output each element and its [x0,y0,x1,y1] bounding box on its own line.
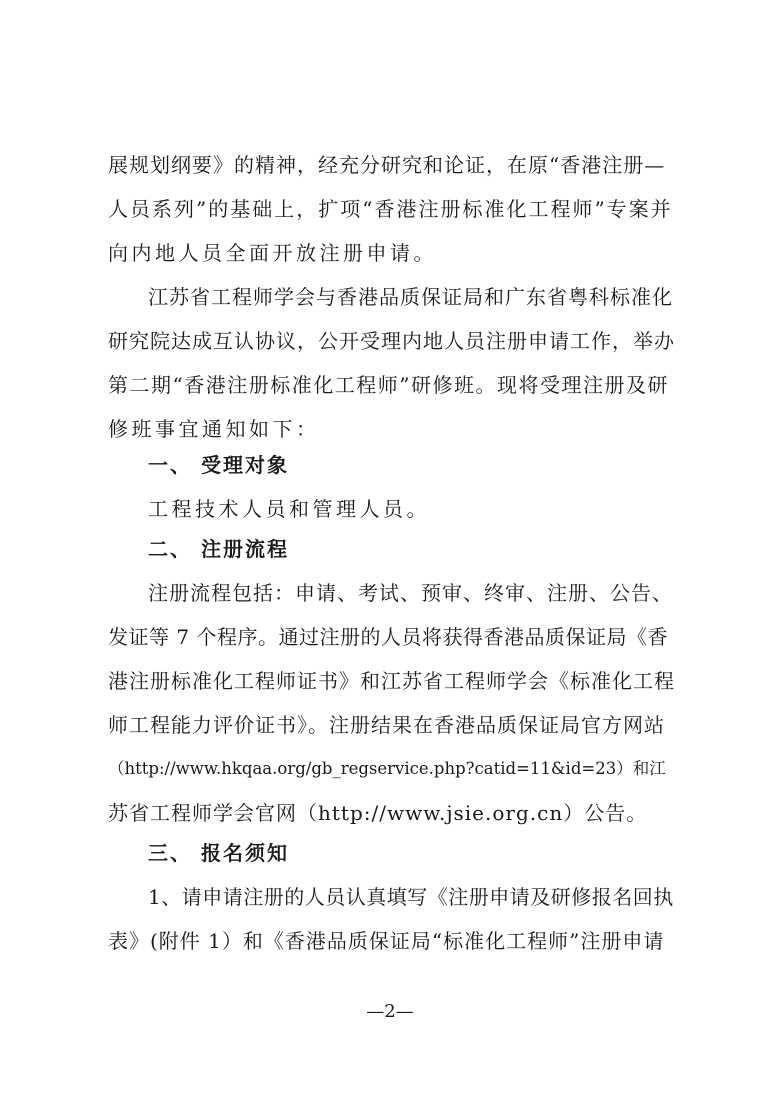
paragraph-line: 展规划纲要》的精神，经充分研究和论证，在原“香港注册— [108,153,666,177]
section-heading-3: 三、 报名须知 [148,841,289,865]
paragraph-line: 修班事宜通知如下： [108,417,320,441]
paragraph-line: 注册流程包括：申请、考试、预审、终审、注册、公告、 [148,581,673,605]
paragraph-line-url: 苏省工程师学会官网（http://www.jsie.org.cn）公告。 [108,801,648,825]
page-number: —2— [366,1001,414,1022]
paragraph-line: 师工程能力评价证书》。注册结果在香港品质保证局官方网站 [108,713,665,737]
paragraph-line: 向内地人员全面开放注册申请。 [108,241,437,265]
paragraph-line: 江苏省工程师学会与香港品质保证局和广东省粤科标准化 [148,285,673,309]
paragraph-line: 港注册标准化工程师证书》和江苏省工程师学会《标准化工程 [108,669,675,693]
paragraph-line: 第二期“香港注册标准化工程师”研修班。现将受理注册及研 [108,373,669,397]
paragraph-line: 工程技术人员和管理人员。 [148,497,430,521]
paragraph-line: 人员系列”的基础上，扩项“香港注册标准化工程师”专案并 [108,197,673,221]
section-heading-2: 二、 注册流程 [148,537,289,561]
section-heading-1: 一、 受理对象 [148,453,289,477]
paragraph-line: 发证等 7 个程序。通过注册的人员将获得香港品质保证局《香 [108,625,668,649]
paragraph-line: 1、请申请注册的人员认真填写《注册申请及研修报名回执 [148,885,674,909]
paragraph-line: 表》(附件 1）和《香港品质保证局“标准化工程师”注册申请 [108,929,665,953]
paragraph-line-url: （http://www.hkqaa.org/gb_regservice.php?catid=11&id=23）和江 [108,759,666,778]
paragraph-line: 研究院达成互认协议，公开受理内地人员注册申请工作，举办 [108,329,675,353]
